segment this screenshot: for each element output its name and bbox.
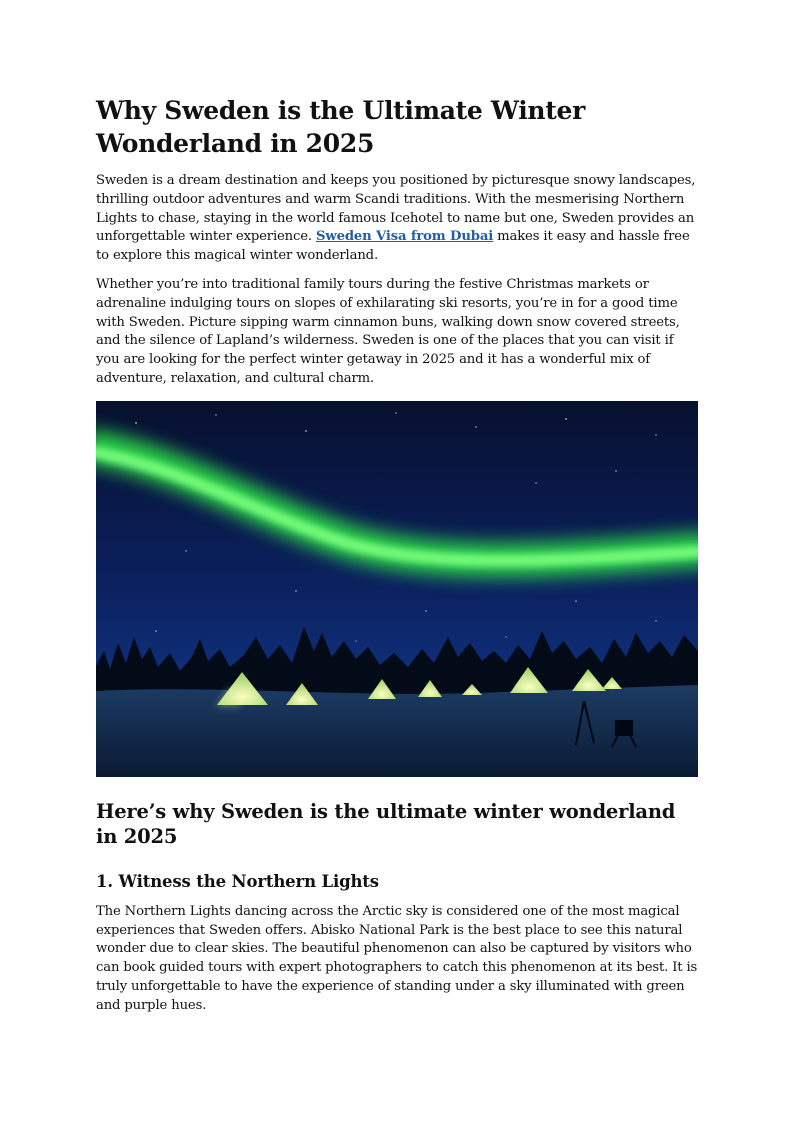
section-heading: Here’s why Sweden is the ultimate winter wonderland in 2025 [96,799,676,848]
intro-text-before-link: Sweden is a dream destination and keeps you positioned by picturesque snowy landscapes, thrilling outdoor adventures and warm Scandi traditions. With the mesmerising Northern Lights to chase, staying in the world famous Icehotel to name but one, Sweden provides an unforgettable winter experience. [96,173,696,245]
intro-paragraph [96,172,700,266]
northern-lights-photo [96,401,698,777]
intro-text-after-link: makes it easy and hassle free to explore this magical winter wonderland. [96,229,690,264]
subsection-heading: 1. Witness the Northern Lights [96,871,379,891]
article [96,94,700,1026]
subsection-body: The Northern Lights dancing across the Arctic sky is considered one of the most magical experiences that Sweden offers. Abisko National Park is the best place to see this natural wonder due to clear skies. The beautiful phenomenon can also be captured by visitors who can book guided tours with expert photographers to catch this phenomenon at its best. It is truly unforgettable to have the experience of standing under a sky illuminated with green and purple hues. [96,903,698,1013]
paragraph-two: Whether you’re into traditional family tours during the festive Christmas markets or adrenaline indulging tours on slopes of exhilarating ski resorts, you’re in for a good time with Sweden. Picture sipping warm cinnamon buns, walking down snow covered streets, and the silence of Lapland’s wilderness. Sweden is one of the places that you can visit if you are looking for the perfect winter getaway in 2025 and it has a wonderful mix of adventure, relaxation, and cultural charm. [96,276,680,386]
sweden-visa-link[interactable]: Sweden Visa from Dubai [316,229,494,245]
article-title: Why Sweden is the Ultimate Winter Wonderland in 2025 [96,96,586,158]
